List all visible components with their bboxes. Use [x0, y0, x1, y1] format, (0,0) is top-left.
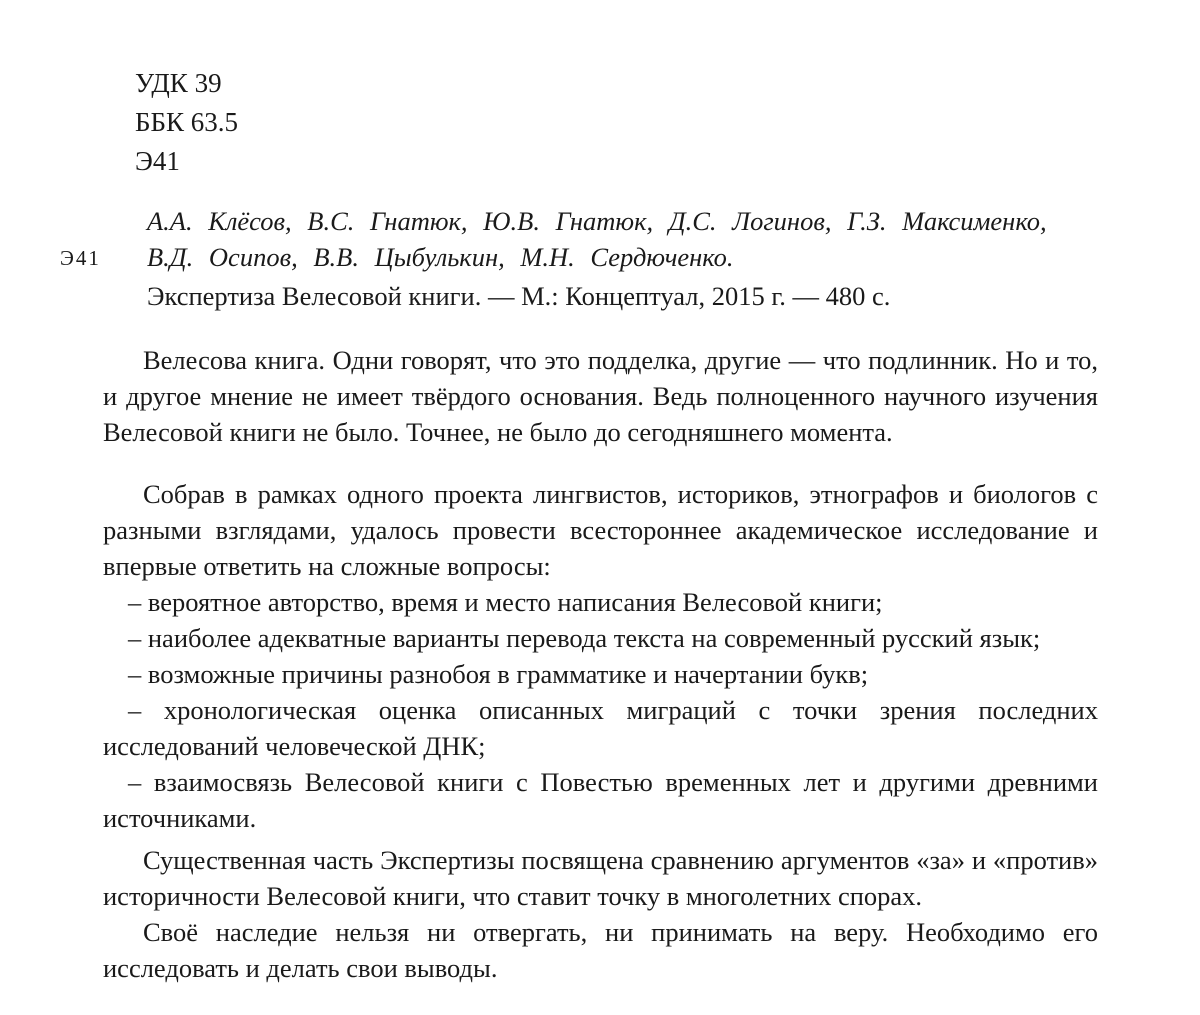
side-author-mark: Э41: [60, 246, 101, 270]
authors-line-1: А.А. Клёсов, В.С. Гнатюк, Ю.В. Гнатюк, Д.С. Логинов, Г.З. Максименко,: [147, 206, 1047, 236]
bibliographic-record: [147, 203, 1097, 314]
list-item: – хронологическая оценка описанных миграций с точки зрения последних исследований человеческой ДНК;: [103, 695, 1098, 761]
paragraph-text: Существенная часть Экспертизы посвящена сравнению аргументов «за» и «против» историчности Велесовой книги, что ставит точку в многолетних спорах.: [103, 845, 1098, 911]
udk-code: УДК 39: [135, 68, 222, 98]
bbk-code: ББК 63.5: [135, 107, 239, 137]
annotation-paragraph-2: [103, 476, 1098, 836]
closing-paragraph: Своё наследие нельзя ни отвергать, ни принимать на веру. Необходимо его исследовать и делать свои выводы.: [103, 917, 1098, 983]
authors-line-2: В.Д. Осипов, В.В. Цыбулькин, М.Н. Сердюченко.: [147, 242, 734, 272]
paragraph-intro: Собрав в рамках одного проекта лингвистов, историков, этнографов и биологов с разными взглядами, удалось провести всестороннее академическое исследование и впервые ответить на сложные вопросы:: [103, 479, 1098, 581]
list-item: – возможные причины разнобоя в грамматике и начертании букв;: [128, 659, 869, 689]
list-item: – вероятное авторство, время и место написания Велесовой книги;: [128, 587, 883, 617]
classification-block: [135, 64, 238, 181]
author-mark: Э41: [135, 146, 180, 176]
list-item: – взаимосвязь Велесовой книги с Повестью временных лет и другими древними источниками.: [103, 767, 1098, 833]
paragraph-text: Велесова книга. Одни говорят, что это подделка, другие — что подлинник. Но и то, и другое мнение не имеет твёрдого основания. Ведь полноценного научного изучения Велесовой книги не было. Точнее, не было до сегодняшнего момента.: [103, 345, 1098, 447]
list-item: – наиболее адекватные варианты перевода текста на современный русский язык;: [128, 623, 1041, 653]
annotation-paragraph-3: [103, 842, 1098, 986]
book-title-line: Экспертиза Велесовой книги. — М.: Концептуал, 2015 г. — 480 с.: [147, 281, 891, 311]
annotation-paragraph-1: [103, 342, 1098, 450]
